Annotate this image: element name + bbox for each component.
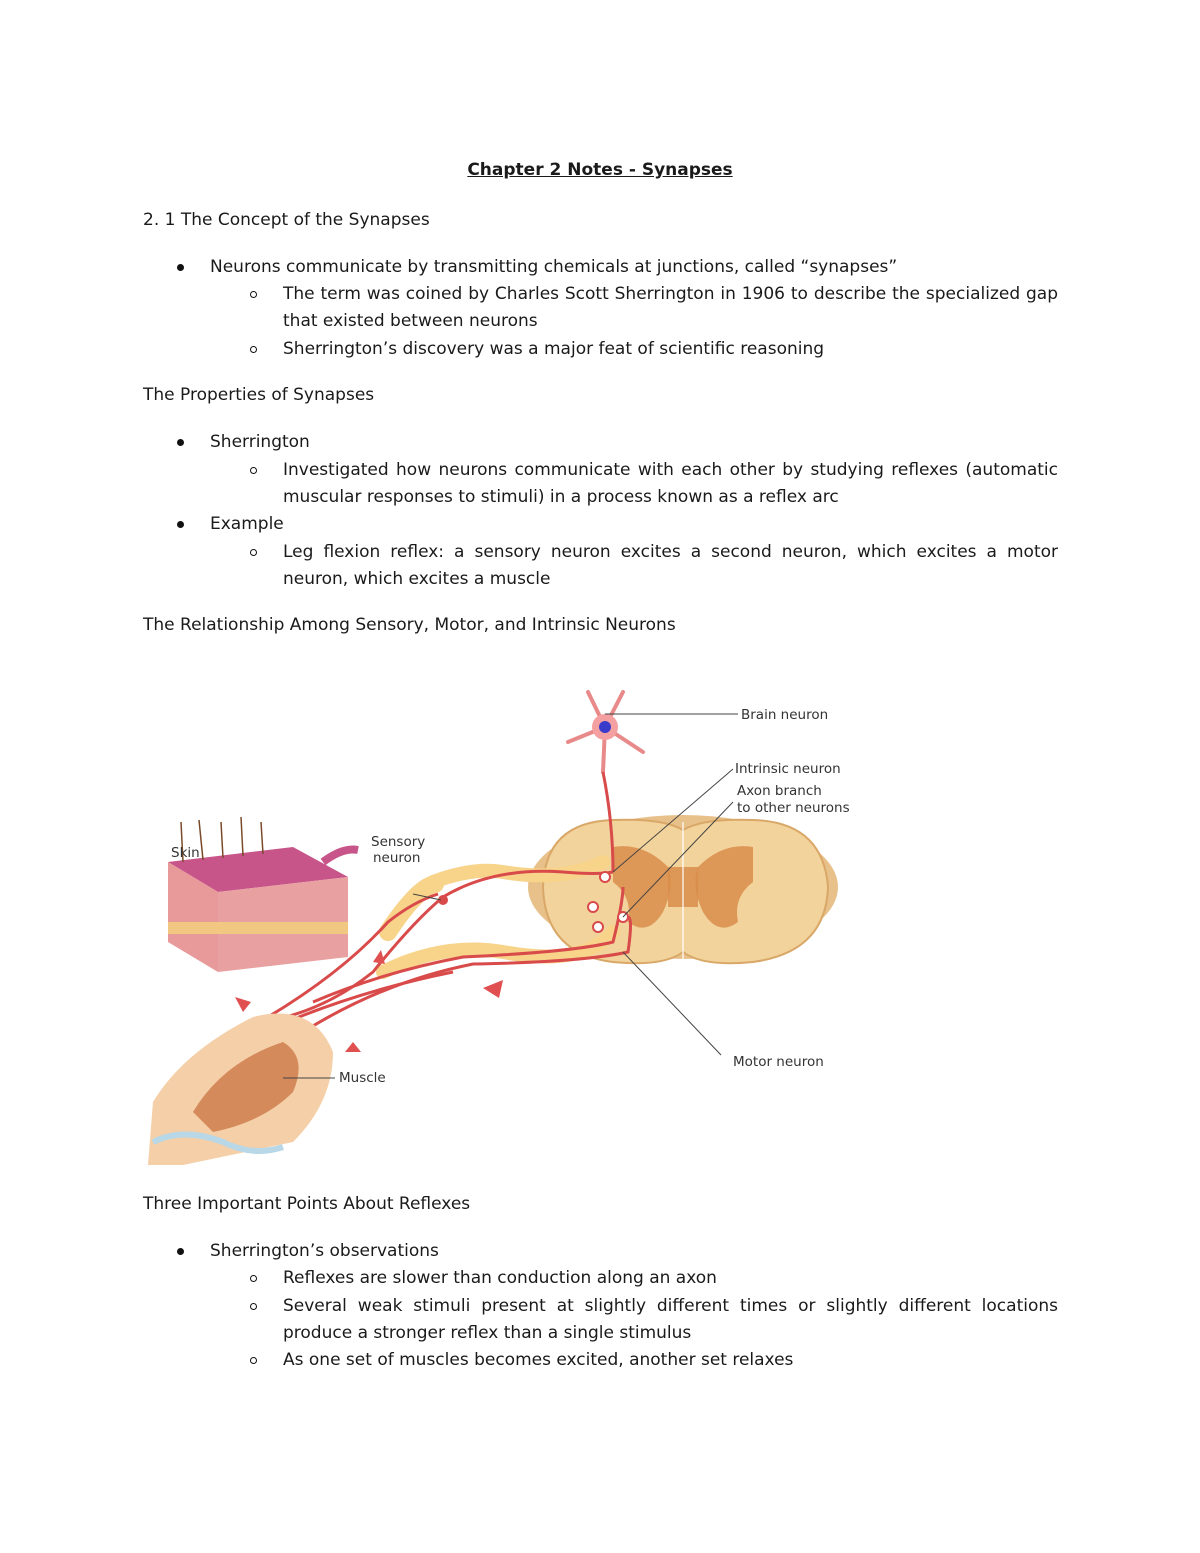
bullet-example: Example bbox=[210, 511, 1060, 538]
reflex-arc-illustration bbox=[143, 672, 863, 1165]
bullet-dot bbox=[177, 1248, 184, 1255]
page-title: Chapter 2 Notes - Synapses bbox=[467, 160, 733, 180]
bullet-dot bbox=[177, 521, 184, 528]
label-axon-branch-line2: to other neurons bbox=[737, 800, 850, 816]
section-heading-concept: 2. 1 The Concept of the Synapses bbox=[143, 210, 430, 230]
bullet-dot bbox=[177, 264, 184, 271]
section-heading-properties: The Properties of Synapses bbox=[143, 385, 375, 405]
sub-bullet-ring bbox=[250, 467, 257, 474]
label-skin: Skin bbox=[171, 845, 200, 861]
sub-bullet-discovery: Sherrington’s discovery was a major feat of scientific reasoning bbox=[283, 336, 1058, 363]
reflex-arc-figure bbox=[143, 672, 863, 1165]
sub-bullet-ring bbox=[250, 346, 257, 353]
skin-illustration bbox=[168, 817, 358, 972]
bullet-observations: Sherrington’s observations bbox=[210, 1238, 1060, 1265]
sub-bullet-ring bbox=[250, 1357, 257, 1364]
sub-bullet-ring bbox=[250, 291, 257, 298]
label-muscle: Muscle bbox=[339, 1070, 386, 1086]
bullet-dot bbox=[177, 439, 184, 446]
label-motor-neuron: Motor neuron bbox=[733, 1054, 824, 1070]
sub-bullet-term-coined: The term was coined by Charles Scott Sherrington in 1906 to describe the specialized gap that existed between neurons bbox=[283, 281, 1058, 335]
section-heading-relationship: The Relationship Among Sensory, Motor, and Intrinsic Neurons bbox=[143, 615, 676, 635]
label-intrinsic-neuron: Intrinsic neuron bbox=[735, 761, 841, 777]
bullet-sherrington: Sherrington bbox=[210, 429, 1060, 456]
sub-bullet-ring bbox=[250, 1303, 257, 1310]
label-sensory-line1: Sensory bbox=[371, 834, 426, 850]
bullet-neurons-communicate: Neurons communicate by transmitting chemicals at junctions, called “synapses” bbox=[210, 254, 1060, 281]
sub-bullet-reflexes-slower: Reflexes are slower than conduction along an axon bbox=[283, 1265, 1058, 1292]
label-brain-neuron: Brain neuron bbox=[741, 707, 829, 723]
sub-bullet-muscles-relax: As one set of muscles becomes excited, another set relaxes bbox=[283, 1347, 1058, 1374]
section-heading-three-points: Three Important Points About Reflexes bbox=[143, 1194, 471, 1214]
sub-bullet-ring bbox=[250, 1275, 257, 1282]
spinal-cord-illustration bbox=[528, 815, 838, 963]
sub-bullet-ring bbox=[250, 549, 257, 556]
label-axon-branch-line1: Axon branch bbox=[737, 783, 822, 799]
label-sensory-line2: neuron bbox=[373, 850, 421, 866]
leg-muscle-illustration bbox=[148, 1014, 333, 1165]
sub-bullet-leg-flexion: Leg flexion reflex: a sensory neuron excites a second neuron, which excites a motor neuron, which excites a muscle bbox=[283, 539, 1058, 593]
sub-bullet-investigated: Investigated how neurons communicate with each other by studying reflexes (automatic muscular responses to stimuli) in a process known as a reflex arc bbox=[283, 457, 1058, 511]
sub-bullet-weak-stimuli: Several weak stimuli present at slightly different times or slightly different locations produce a stronger reflex than a single stimulus bbox=[283, 1293, 1058, 1347]
